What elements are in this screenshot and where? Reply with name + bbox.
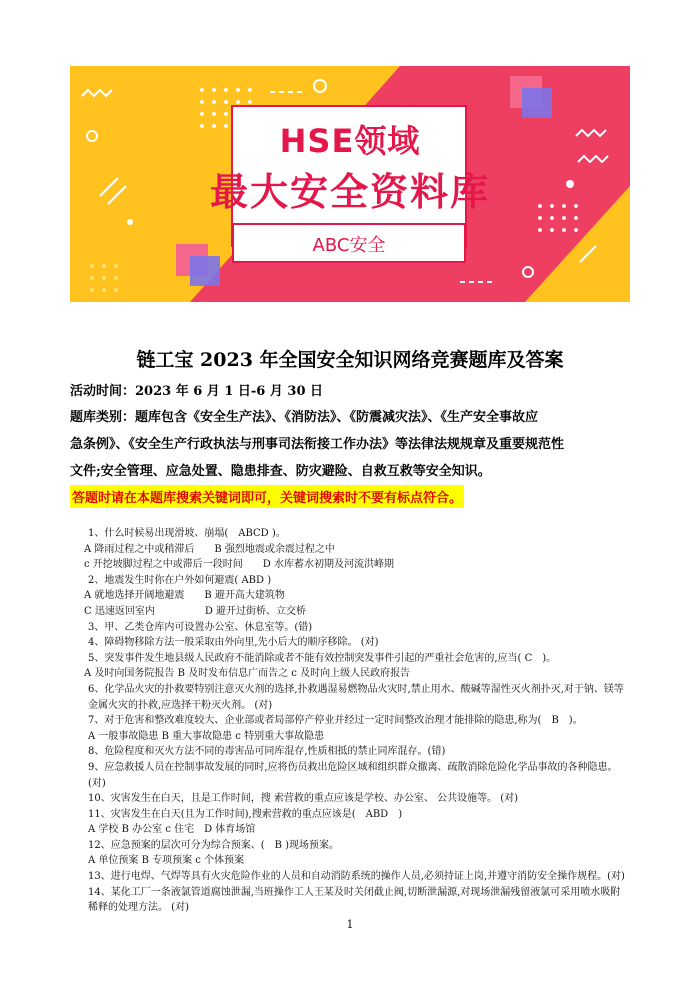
promo-banner (70, 66, 630, 302)
question-line: 8、危险程度和灭火方法不同的毒害品可同库混存,性质相抵的禁止同库混存。(错) (88, 746, 446, 758)
banner-badge: ABC安全 (312, 235, 386, 256)
question-line: A 及时向国务院报告 B 及时发布信息广而告之 c 及时向上级人民政府报告 (84, 668, 411, 680)
question-line: C 迅速返回室内 D 避开过街桥、立交桥 (84, 605, 307, 617)
question-line: 9、应急救援人员在控制事故发展的同时,应将伤员救出危险区域和组织群众撤离、疏散消除危险化学品事故的各种隐患。(对) (88, 761, 618, 789)
category-line: 题库类别：题库包含《安全生产法》、《消防法》、《防震减灾法》、《生产安全事故应 (70, 410, 539, 425)
category-line: 文件;安全管理、应急处置、隐患排查、防灾避险、自救互救等安全知识。 (70, 464, 491, 479)
activity-time: 活动时间：2023 年 6 月 1 日-6 月 30 日 (70, 384, 324, 399)
question-line: 14、某化工厂一条液氯管道腐蚀泄漏,当班操作工人王某及时关闭截止阀,切断泄漏源,对现场泄漏残留液氯可采用喷水吸附稀释的处理方法。 (对) (88, 886, 621, 914)
question-line: 2、地震发生时你在户外如何避震( ABD ) (88, 574, 272, 586)
question-line: 7、对于危害和整改难度较大、企业部或者局部停产停业并经过一定时间整改治理才能排除的隐患,称为( B )。 (88, 715, 583, 727)
question-list (84, 526, 628, 916)
question-line: 12、应急预案的层次可分为综合预案、( B )现场预案。 (88, 839, 340, 851)
category-line: 急条例》、《安全生产行政执法与刑事司法衔接工作办法》等法律法规规章及重要规范性 (70, 437, 565, 452)
question-line: 6、化学品火灾的扑救要特别注意灭火剂的选择,扑救遇湿易燃物品火灾时,禁止用水、酸碱等湿性灭火剂扑灭,对于钠、镁等金属火灾的扑救,应选择干粉灭火剂。 (对) (88, 683, 624, 711)
question-line: 4、障碍物移除方法一般采取由外向里,先小后大的顺序移除。 (对) (88, 637, 379, 649)
question-line: A 一般事故隐患 B 重大事故隐患 c 特别重大事故隐患 (88, 730, 325, 742)
question-line: 11、灾害发生在白天(且为工作时间),搜索营救的重点应该是( ABD ) (88, 808, 403, 820)
question-line: 3、甲、乙类仓库内可设置办公室、休息室等。(错) (88, 621, 313, 633)
question-line: 1、什么时候易出现滑坡、崩塌( ABCD )。 (88, 528, 286, 539)
page-number: 1 (346, 918, 354, 931)
banner-title-line2: 最大安全资料库 (209, 170, 490, 214)
question-bank-category (70, 404, 640, 485)
question-line: 10、灾害发生在白天，且是工作时间，搜 索营救的重点应该是学校、办公室、 公共设施等。 (对) (88, 793, 519, 805)
question-line: A 单位预案 B 专项预案 c 个体预案 (88, 855, 245, 867)
document-title: 链工宝 2023 年全国安全知识网络竞赛题库及答案 (136, 349, 564, 371)
question-line: 13、进行电焊、气焊等具有火灾危险作业的人员和自动消防系统的操作人员,必须持证上岗,并遵守消防安全操作规程。(对) (88, 871, 625, 883)
question-line: A 降雨过程之中或稍滞后 B 强烈地震或余震过程之中 (84, 543, 335, 555)
search-notice: 答题时请在本题库搜索关键词即可，关键词搜索时不要有标点符合。 (70, 485, 464, 508)
question-line: A 就地选择开阔地避震 B 避开高大建筑物 (84, 590, 285, 602)
banner-title-line1: HSE领域 (279, 122, 421, 160)
question-line: A 学校 B 办公室 c 住宅 D 体育场馆 (88, 824, 256, 836)
question-line: 5、突发事件发生地县级人民政府不能消除或者不能有效控制突发事件引起的严重社会危害的,应当( C )。 (88, 652, 557, 664)
question-line: c 开挖坡脚过程之中或滞后一段时间 D 水库蓄水初期及河流洪峰期 (84, 559, 394, 571)
